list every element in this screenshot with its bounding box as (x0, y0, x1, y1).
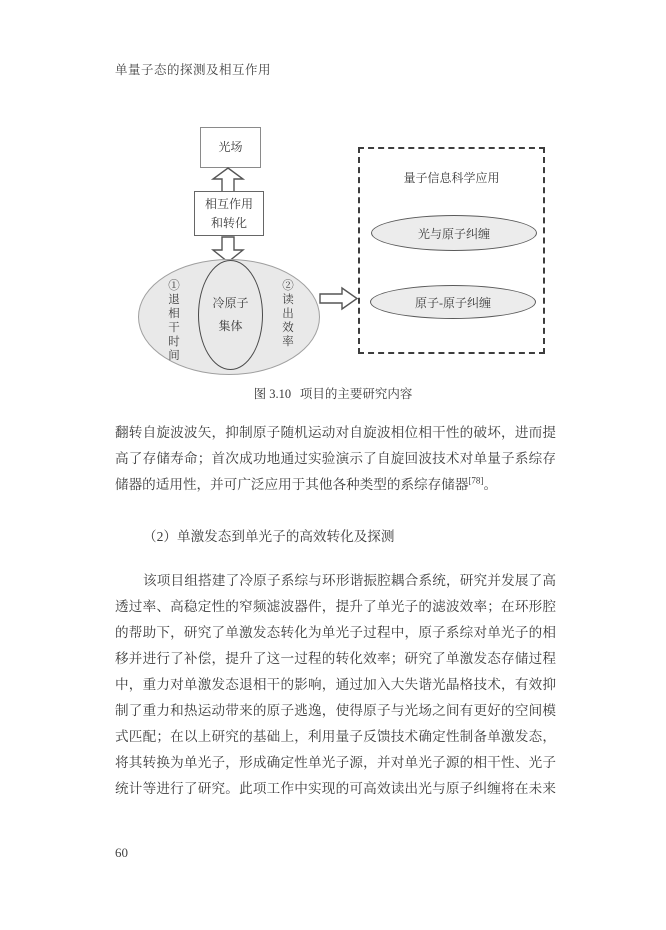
body-text (115, 420, 556, 802)
text-line: 储器的适用性，并可广泛应用于其他各种类型的系综存储器[78]。 (115, 475, 498, 492)
figure-diagram (0, 122, 666, 380)
text-line: 将其转换为单光子，形成确定性单光子源，并对单光子源的相干性、光子 (115, 755, 556, 770)
readout-efficiency-label: ②读出效率 (281, 279, 293, 349)
citation-marker: [78] (468, 475, 484, 486)
text-line: 统计等进行了研究。此项工作中实现的可高效读出光与原子纠缠将在未来 (115, 781, 556, 796)
text-line: 移并进行了补偿，提升了这一过程的转化效率；研究了单激发态存储过程 (115, 651, 556, 666)
running-header: 单量子态的探测及相互作用 (115, 63, 272, 77)
page-number: 60 (115, 845, 128, 860)
text-line: 制了重力和热运动带来的原子逃逸，使得原子与光场之间有更好的空间模 (115, 703, 556, 718)
atom-atom-entanglement-ellipse (370, 285, 536, 319)
interaction-label-line1: 相互作用 (204, 196, 253, 211)
ensemble-label-line2: 集体 (218, 319, 243, 333)
right-block-arrow-icon (319, 286, 359, 311)
text-line: 该项目组搭建了冷原子系综与环形谐振腔耦合系统，研究并发展了高 (143, 573, 556, 588)
light-field-label: 光场 (218, 140, 243, 155)
light-atom-entanglement-label: 光与原子纠缠 (417, 226, 490, 241)
figure-caption-text: 项目的主要研究内容 (299, 387, 413, 401)
interaction-label-line2: 和转化 (210, 215, 247, 230)
paragraph-2 (115, 568, 556, 802)
applications-title: 量子信息科学应用 (403, 171, 500, 185)
up-block-arrow-icon (209, 167, 247, 193)
light-field-box (200, 127, 261, 168)
figure-caption-number: 图 3.10 (253, 387, 292, 401)
text-line: 中，重力对单激发态退相干的影响，通过加入大失谐光晶格技术，有效抑 (115, 677, 556, 692)
text-line: 的帮助下，研究了单激发态转化为单光子过程中，原子系综对单光子的相 (115, 625, 556, 640)
text-line: 翻转自旋波波矢，抑制原子随机运动对自旋波相位相干性的破坏，进而提 (115, 425, 556, 440)
text-line: 式匹配；在以上研究的基础上，利用量子反馈技术确定性制备单激发态， (115, 729, 556, 744)
decoherence-time-label: ①退相干时间 (167, 279, 179, 363)
text-line: 高了存储寿命；首次成功地通过实验演示了自旋回波技术对单量子系综存 (115, 451, 556, 466)
figure-caption (0, 384, 666, 402)
interaction-box (194, 191, 264, 236)
paragraph-1 (115, 420, 556, 498)
light-atom-entanglement-ellipse (371, 215, 537, 251)
section-heading: （2）单激发态到单光子的高效转化及探测 (143, 529, 395, 544)
ensemble-label-line1: 冷原子 (212, 296, 249, 311)
cold-atom-inner-ellipse (198, 260, 263, 370)
applications-dashed-box (358, 147, 545, 354)
text-line: 透过率、高稳定性的窄频滤波器件，提升了单光子的滤波效率；在环形腔 (115, 599, 556, 614)
atom-atom-entanglement-label: 原子-原子纠缠 (415, 295, 491, 310)
